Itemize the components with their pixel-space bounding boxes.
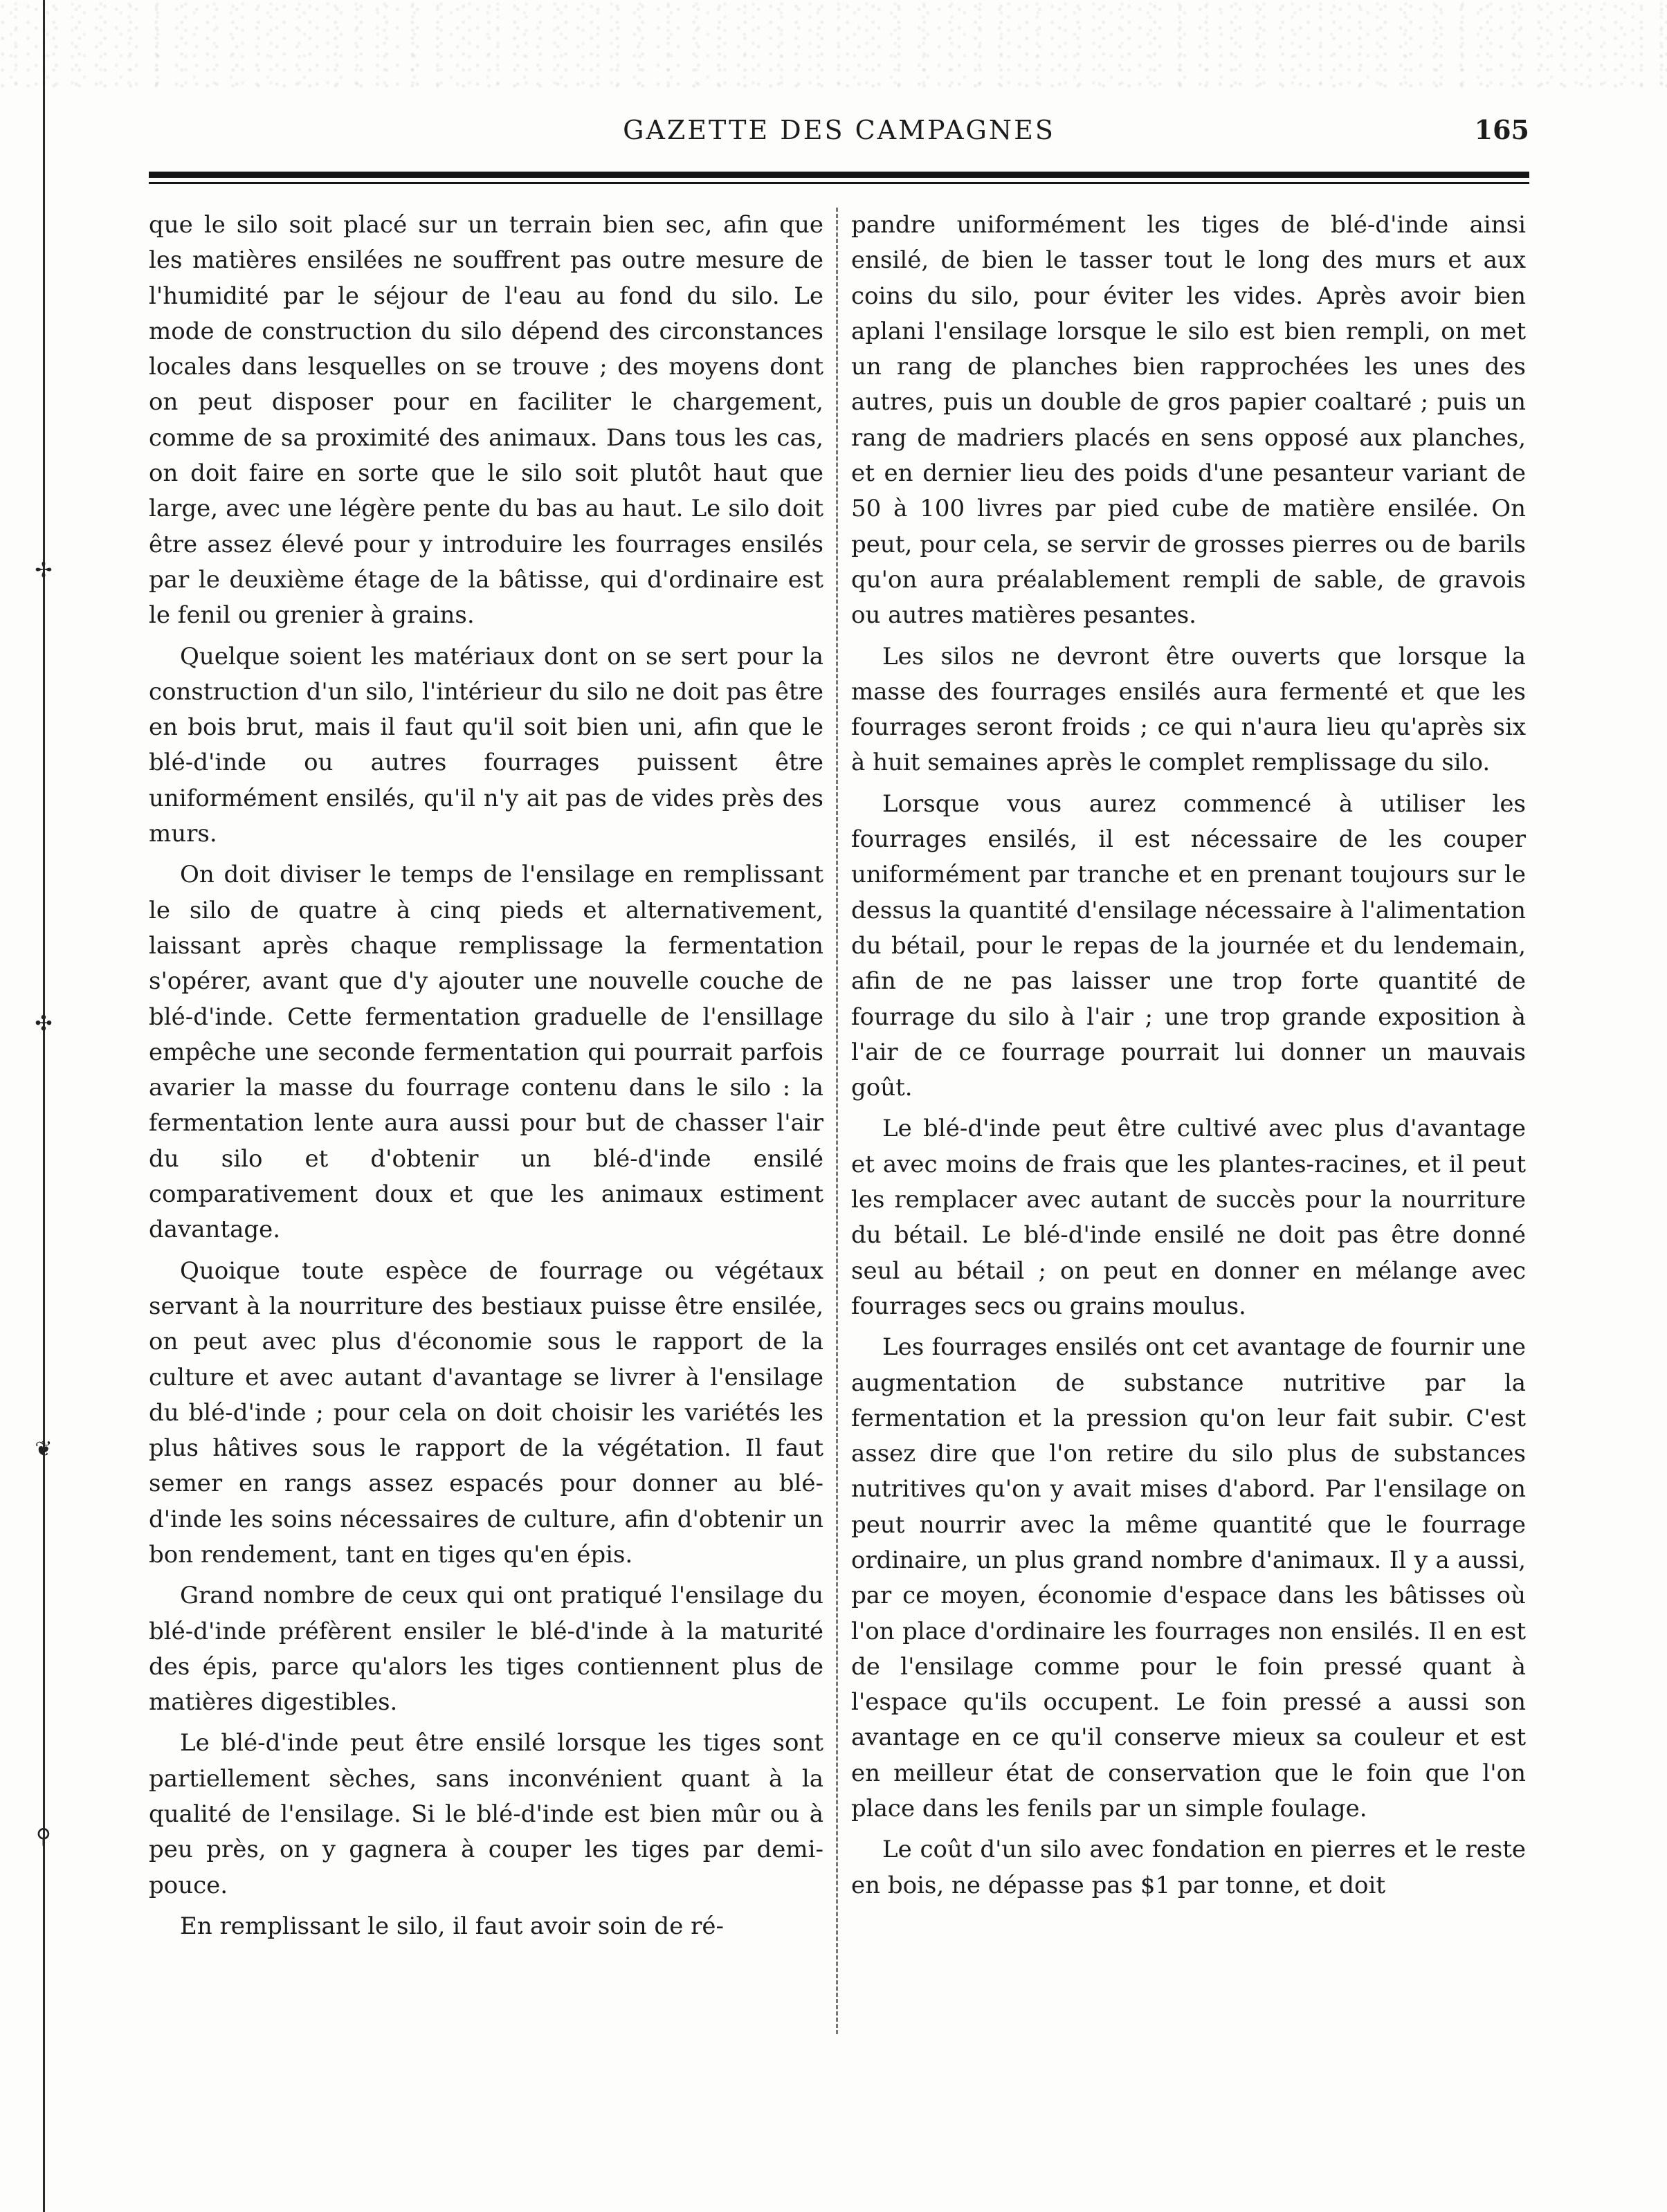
paragraph: Grand nombre de ceux qui ont pratiqué l'ensilage du blé-d'inde préfèrent ensiler le blé-d'inde à la maturité des épis, parce qu'alors les tiges contiennent plus de matières digestibles.	[149, 1582, 823, 1717]
page-header	[149, 109, 1529, 151]
paragraph: Quoique toute espèce de fourrage ou végétaux servant à la nourriture des bestiaux puisse être ensilée, on peut avec plus d'économie sous le rapport de la culture et avec autant d'avantage se livrer à l'ensilage du blé-d'inde ; pour cela on doit choisir les variétés les plus hâtives sous le rapport de la végétation. Il faut semer en rangs assez espacés pour donner au blé-d'inde les soins nécessaires de culture, afin d'obtenir un bon rendement, tant en tiges qu'en épis.	[149, 1256, 823, 1569]
paragraph: Le blé-d'inde peut être ensilé lorsque les tiges sont partiellement sèches, sans inconvénient quant à la qualité de l'ensilage. Si le blé-d'inde est bien mûr ou à peu près, on y gagnera à couper les tiges par demi-pouce.	[149, 1729, 823, 1899]
paragraph: En remplissant le silo, il faut avoir soin de ré-	[180, 1912, 724, 1940]
margin-ornament-icon: ✢	[35, 558, 53, 583]
scan-noise	[0, 0, 1667, 90]
column-divider	[836, 208, 838, 2034]
margin-ornament-icon: ✣	[35, 1012, 53, 1036]
paragraph: Quelque soient les matériaux dont on se sert pour la construction d'un silo, l'intérieur du silo ne doit pas être en bois brut, mais il faut qu'il soit bien uni, afin que le blé-d'inde ou autres fourrages puissent être uniformément ensilés, qu'il n'y ait pas de vides près des murs.	[149, 642, 823, 848]
paragraph: pandre uniformément les tiges de blé-d'inde ainsi ensilé, de bien le tasser tout le long des murs et aux coins du silo, pour éviter les vides. Après avoir bien aplani l'ensilage lorsque le silo est bien rempli, on met un rang de planches bien rapprochées les unes des autres, puis un double de gros papier coaltaré ; puis un rang de madriers placés en sens opposé aux planches, et en dernier lieu des poids d'une pesanteur variant de 50 à 100 livres par pied cube de matière ensilée. On peut, pour cela, se servir de grosses pierres ou de barils qu'on aura préalablement rempli de sable, de gravois ou autres matières pesantes.	[851, 211, 1526, 630]
paragraph: Lorsque vous aurez commencé à utiliser les fourrages ensilés, il est nécessaire de les couper uniformément par tranche et en prenant toujours sur le dessus la quantité d'ensilage nécessaire à l'alimentation du bétail, pour le repas de la journée et du lendemain, afin de ne pas laisser une trop forte quantité de fourrage du silo à l'air ; une trop grande exposition à l'air de ce fourrage pourrait lui donner un mauvais goût.	[851, 789, 1526, 1102]
margin-ornament-icon: ❦	[35, 1437, 53, 1461]
left-column	[149, 208, 823, 2034]
margin-ornament-icon: ⚲	[36, 1825, 51, 1849]
paragraph: Le coût d'un silo avec fondation en pierres et le reste en bois, ne dépasse pas $1 par tonne, et doit	[851, 1836, 1526, 1899]
paragraph: On doit diviser le temps de l'ensilage en remplissant le silo de quatre à cinq pieds et alternativement, laissant après chaque remplissage la fermentation s'opérer, avant que d'y ajouter une nouvelle couche de blé-d'inde. Cette fermentation graduelle de l'ensillage empêche une seconde fermentation qui pourrait parfois avarier la masse du fourrage contenu dans le silo : la fermentation lente aura aussi pour but de chasser l'air du silo et d'obtenir un blé-d'inde ensilé comparativement doux et que les animaux estiment davantage.	[149, 861, 823, 1244]
paragraph: Le blé-d'inde peut être cultivé avec plus d'avantage et avec moins de frais que les plantes-racines, et il peut les remplacer avec autant de succès pour la nourriture du bétail. Le blé-d'inde ensilé ne doit pas être donné seul au bétail ; on peut en donner en mélange avec fourrages secs ou grains moulus.	[851, 1115, 1526, 1320]
header-rule-thin	[149, 182, 1529, 184]
running-title: GAZETTE DES CAMPAGNES	[623, 115, 1055, 145]
page-number: 165	[1474, 114, 1529, 145]
right-column	[851, 208, 1526, 2034]
paragraph: Les fourrages ensilés ont cet avantage de fournir une augmentation de substance nutritive par la fermentation et la pression qu'on leur fait subir. C'est assez dire que l'on retire du silo plus de substances nutritives qu'on y avait mises d'abord. Par l'ensilage on peut nourrir avec la même quantité que le fourrage ordinaire, un plus grand nombre d'animaux. Il y a aussi, par ce moyen, économie d'espace dans les bâtisses où l'on place d'ordinaire les fourrages non ensilés. Il en est de l'ensilage comme pour le foin pressé quant à l'espace qu'ils occupent. Le foin pressé a aussi son avantage en ce qu'il conserve mieux sa couleur et est en meilleur état de conservation que le foin que l'on place dans les fenils par un simple foulage.	[851, 1333, 1526, 1823]
paragraph: que le silo soit placé sur un terrain bien sec, afin que les matières ensilées ne souffrent pas outre mesure de l'humidité par le séjour de l'eau au fond du silo. Le mode de construction du silo dépend des circonstances locales dans lesquelles on se trouve ; des moyens dont on peut disposer pour en faciliter le chargement, comme de sa proximité des animaux. Dans tous les cas, on doit faire en sorte que le silo soit plutôt haut que large, avec une légère pente du bas au haut. Le silo doit être assez élevé pour y introduire les fourrages ensilés par le deuxième étage de la bâtisse, qui d'ordinaire est le fenil ou grenier à grains.	[149, 211, 823, 630]
header-rule-thick	[149, 172, 1529, 178]
paragraph: Les silos ne devront être ouverts que lorsque la masse des fourrages ensilés aura fermenté et que les fourrages seront froids ; ce qui n'aura lieu qu'après six à huit semaines après le complet remplissage du silo.	[851, 642, 1526, 777]
binding-margin-line	[43, 0, 45, 2212]
